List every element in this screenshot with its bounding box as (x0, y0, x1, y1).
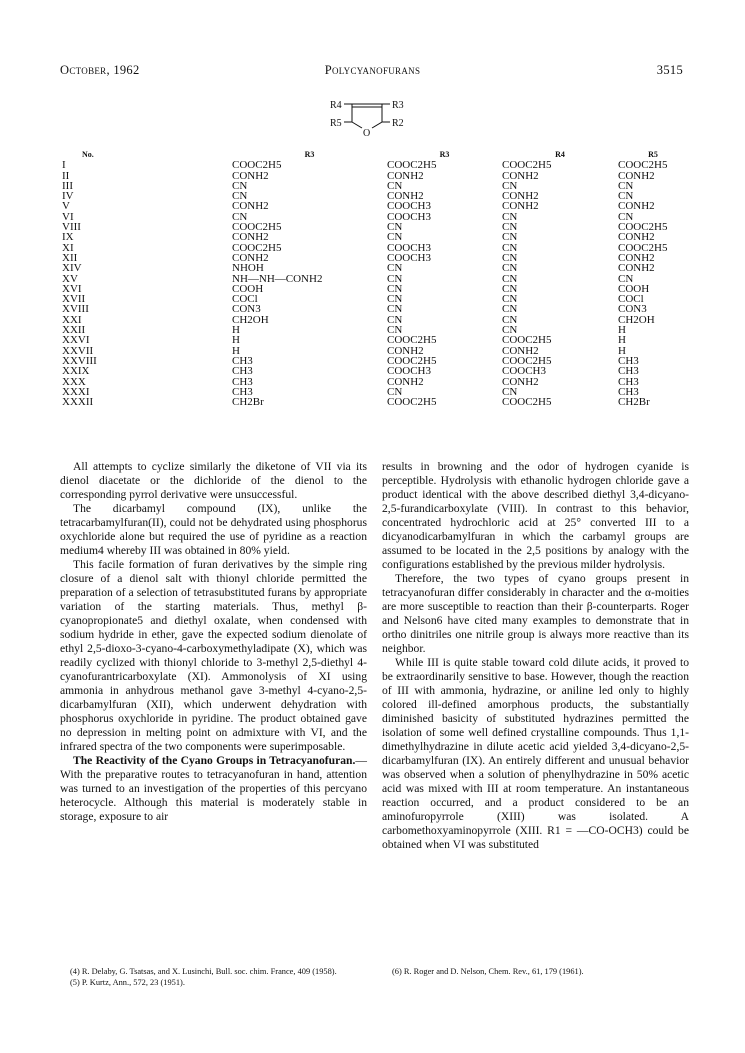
substituent-cell: COOC2H5 (618, 221, 668, 234)
compound-number-cell: XV (62, 272, 78, 285)
substituent-cell: CH2OH (232, 313, 269, 326)
substituent-cell: COOH (618, 282, 650, 295)
substituent-cell: CONH2 (502, 375, 539, 388)
page-number: 3515 (656, 63, 683, 77)
substituent-cell: CN (502, 210, 518, 223)
substituent-cell: CON3 (618, 303, 647, 316)
substituent-cell: CN (387, 272, 403, 285)
substituent-cell: CN (387, 303, 403, 316)
substituent-cell: CN (502, 251, 518, 264)
compound-number-cell: XVIII (62, 303, 89, 316)
substituent-cell: CH3 (232, 385, 253, 398)
substituent-cell: CONH2 (232, 200, 269, 213)
substituent-cell: H (618, 344, 626, 357)
compound-number-cell: II (62, 169, 70, 182)
substituent-cell: CH3 (618, 365, 639, 378)
compound-number-cell: IV (62, 190, 74, 203)
substituent-cell: CONH2 (618, 169, 655, 182)
section-heading: The Reactivity of the Cyano Groups in Tetracyanofuran. (73, 754, 356, 767)
substituent-cell: CH2Br (618, 396, 650, 409)
substituent-cell: CN (387, 313, 403, 326)
table-header-row (62, 150, 688, 160)
table-row (62, 335, 688, 345)
substituent-cell: COOC2H5 (387, 354, 437, 367)
substituent-cell: CN (387, 385, 403, 398)
compound-number-cell: III (62, 179, 73, 192)
table-row (62, 377, 688, 387)
table-row (62, 304, 688, 314)
compound-number-cell: VIII (62, 221, 81, 234)
footnote-4: (4) R. Delaby, G. Tsatsas, and X. Lusinchi, Bull. soc. chim. France, 409 (1958). (70, 967, 337, 976)
table-row (62, 160, 688, 170)
substituent-cell: CN (502, 262, 518, 275)
compound-number-cell: I (62, 159, 66, 172)
substituent-cell: CONH2 (232, 231, 269, 244)
table-row (62, 325, 688, 335)
substituent-cell: COOC2H5 (387, 334, 437, 347)
substituent-cell: CN (502, 241, 518, 254)
substituent-cell: CONH2 (618, 251, 655, 264)
table-row (62, 263, 688, 273)
substituent-cell: CONH2 (618, 231, 655, 244)
footnotes-left (60, 966, 367, 988)
substituent-cell: CN (387, 231, 403, 244)
compound-number-cell: XXXI (62, 385, 90, 398)
paragraph: All attempts to cyclize similarly the diketone of VII via its dienol diacetate or the dichloride of the dienol to the corresponding pyrrol derivative were unsuccessful. (60, 460, 367, 501)
substituent-cell: COOCH3 (387, 210, 432, 223)
table-row (62, 212, 688, 222)
substituent-cell: CN (387, 262, 403, 275)
substituent-cell: CONH2 (502, 200, 539, 213)
substituent-cell: CN (387, 179, 403, 192)
compound-number-cell: VI (62, 210, 74, 223)
compound-number-cell: XVI (62, 282, 82, 295)
substituent-cell: CN (502, 231, 518, 244)
substituent-cell: CN (232, 190, 248, 203)
table-header-no: No. (82, 150, 94, 159)
table-row (62, 232, 688, 242)
substituent-cell: CN (618, 210, 634, 223)
substituent-cell: CN (618, 190, 634, 203)
substituent-cell: COOCH3 (502, 365, 547, 378)
compound-number-cell: XXVI (62, 334, 90, 347)
table-row (62, 191, 688, 201)
substituent-cell: CN (502, 293, 518, 306)
substituent-cell: CN (502, 385, 518, 398)
compound-number-cell: V (62, 200, 70, 213)
struct-label-r3: R3 (392, 100, 404, 111)
substituent-cell: CONH2 (618, 262, 655, 275)
substituent-cell: COCl (232, 293, 258, 306)
substituent-cell: CN (502, 324, 518, 337)
substituent-cell: CN (232, 210, 248, 223)
substituent-cell: H (618, 324, 626, 337)
table-row (62, 346, 688, 356)
table-header-r5: R5 (648, 150, 658, 159)
substituent-cell: CH3 (232, 354, 253, 367)
substituent-cell: CN (618, 272, 634, 285)
substituent-cell: NH—NH—CONH2 (232, 272, 323, 285)
substituent-cell: CONH2 (387, 375, 424, 388)
struct-label-r2: R2 (392, 118, 404, 129)
compound-number-cell: XXI (62, 313, 82, 326)
substituent-cell: COOC2H5 (618, 159, 668, 172)
footnotes-right (382, 966, 689, 977)
substituent-cell: COOC2H5 (232, 159, 282, 172)
paragraph: Therefore, the two types of cyano groups present in tetracyanofuran differ considerably in character and the α-moities are more susceptible to reaction than their β-counterparts. Roger and Nelson6 have cited many examples to demonstrate that in ortho dinitriles one nitrile group is always more reactive than its neighbor. (382, 572, 689, 655)
running-header-title: Polycyanofurans (324, 63, 421, 77)
furan-structure-diagram (330, 90, 420, 140)
compound-number-cell: XXII (62, 324, 86, 337)
substituent-cell: COOCH3 (387, 241, 432, 254)
substituent-cell: COCl (618, 293, 644, 306)
substituent-cell: CN (387, 324, 403, 337)
table-row (62, 366, 688, 376)
substituent-cell: COOC2H5 (502, 159, 552, 172)
substituent-cell: COOC2H5 (502, 354, 552, 367)
substituent-cell: COOC2H5 (387, 396, 437, 409)
substituent-cell: CN (502, 221, 518, 234)
substituent-cell: COOCH3 (387, 251, 432, 264)
substituent-cell: COOC2H5 (232, 221, 282, 234)
paragraph: The dicarbamyl compound (IX), unlike the tetracarbamylfuran(II), could not be dehydrated using phosphorus oxychloride alone but required the use of pyridine as a reaction medium4 whereby III was obtained in 80% yield. (60, 502, 367, 557)
compound-number-cell: XVII (62, 293, 86, 306)
substituent-cell: CH3 (232, 375, 253, 388)
substituent-cell: COOC2H5 (387, 159, 437, 172)
substituent-cell: CH3 (618, 354, 639, 367)
table-header-r3-a: R3 (304, 150, 315, 159)
table-row (62, 284, 688, 294)
furan-substituent-table (62, 150, 688, 407)
left-text-column (60, 460, 367, 824)
substituent-cell: CONH2 (502, 190, 539, 203)
substituent-cell: CN (502, 303, 518, 316)
table-row (62, 201, 688, 211)
substituent-cell: CONH2 (618, 200, 655, 213)
substituent-cell: CONH2 (502, 169, 539, 182)
substituent-cell: CN (502, 282, 518, 295)
substituent-cell: CN (502, 179, 518, 192)
compound-number-cell: XXIX (62, 365, 90, 378)
table-row (62, 356, 688, 366)
struct-label-r4: R4 (330, 100, 342, 111)
running-header-date: October, 1962 (60, 63, 140, 77)
substituent-cell: CN (502, 272, 518, 285)
substituent-cell: CH3 (618, 385, 639, 398)
substituent-cell: H (232, 334, 240, 347)
substituent-cell: COOCH3 (387, 200, 432, 213)
substituent-cell: COOC2H5 (618, 241, 668, 254)
substituent-cell: NHOH (232, 262, 264, 275)
table-row (62, 243, 688, 253)
substituent-cell: COOCH3 (387, 365, 432, 378)
table-body (62, 160, 688, 407)
table-row (62, 387, 688, 397)
substituent-cell: CN (502, 313, 518, 326)
substituent-cell: CON3 (232, 303, 261, 316)
paragraph: This facile formation of furan derivatives by the simple ring closure of a dienol salt with thionyl chloride permitted the preparation of a selection of tetrasubstituted furans by appropriate variation of the starting materials. Thus, methyl β-cyanopropionate5 and diethyl oxalate, when condensed with sodium hydride in ether, gave the expected sodium dienolate of ethyl 2,5-dioxo-3-cyano-4-carboxymethyladipate (X), which was readily cyclized with thionyl chloride to 3-methyl 2,5-diethyl 4-cyanofurantricarboxylate (XI). Ammonolysis of XI using ammonia in anhydrous methanol gave 3-methyl 4-cyano-2,5-dicarbamylfuran (XII), which underwent dehydration with phosphorus oxychloride in pyridine. The product obtained gave no depression in melting point on admixture with VI, and the infrared spectra of the two components were superimposable. (60, 558, 367, 753)
compound-number-cell: XII (62, 251, 78, 264)
table-header-r4: R4 (555, 150, 565, 159)
compound-number-cell: IX (62, 231, 74, 244)
table-row (62, 274, 688, 284)
substituent-cell: COOC2H5 (502, 334, 552, 347)
struct-label-oxygen: O (363, 128, 371, 139)
substituent-cell: CH2Br (232, 396, 264, 409)
substituent-cell: CN (387, 221, 403, 234)
table-row (62, 397, 688, 407)
paragraph: results in browning and the odor of hydrogen cyanide is perceptible. Hydrolysis with ethanolic hydrogen chloride gave a product identical with the above described diethyl 3,4-dicyano-2,5-furandicarboxylate (VIII). In contrast to this behavior, concentrated hydrochloric acid at 25° converted III to a dicyanodicarbamylfuran in which the carbamyl groups are assumed to be located in the 2,5 positions by analogy with the configurations established by the previous milder hydrolysis. (382, 460, 689, 571)
compound-number-cell: XIV (62, 262, 82, 275)
substituent-cell: H (232, 324, 240, 337)
substituent-cell: CH2OH (618, 313, 655, 326)
table-row (62, 171, 688, 181)
table-row (62, 315, 688, 325)
substituent-cell: CN (387, 293, 403, 306)
substituent-cell: COOH (232, 282, 264, 295)
substituent-cell: CONH2 (232, 169, 269, 182)
struct-label-r5: R5 (330, 118, 342, 129)
substituent-cell: H (232, 344, 240, 357)
substituent-cell: CN (618, 179, 634, 192)
footnote-6: (6) R. Roger and D. Nelson, Chem. Rev., 61, 179 (1961). (392, 967, 584, 976)
substituent-cell: CONH2 (502, 344, 539, 357)
paragraph (60, 754, 367, 824)
substituent-cell: CN (232, 179, 248, 192)
right-text-column (382, 460, 689, 852)
paragraph-text: —With the preparative routes to tetracyanofuran in hand, attention was turned to an investigation of the properties of this percyano heterocycle. Although this material is moderately stable in storage, exposure to air (60, 754, 367, 823)
substituent-cell: CONH2 (232, 251, 269, 264)
substituent-cell: CH3 (618, 375, 639, 388)
substituent-cell: CONH2 (387, 190, 424, 203)
compound-number-cell: XXXII (62, 396, 94, 409)
substituent-cell: COOC2H5 (502, 396, 552, 409)
footnote-5: (5) P. Kurtz, Ann., 572, 23 (1951). (70, 978, 185, 987)
compound-number-cell: XI (62, 241, 74, 254)
compound-number-cell: XXVII (62, 344, 94, 357)
table-header-r3-b: R3 (439, 150, 450, 159)
substituent-cell: COOC2H5 (232, 241, 282, 254)
substituent-cell: CH3 (232, 365, 253, 378)
substituent-cell: H (618, 334, 626, 347)
compound-number-cell: XXVIII (62, 354, 97, 367)
substituent-cell: CONH2 (387, 344, 424, 357)
compound-number-cell: XXX (62, 375, 86, 388)
table-row (62, 294, 688, 304)
substituent-cell: CONH2 (387, 169, 424, 182)
paragraph: While III is quite stable toward cold dilute acids, it proved to be extraordinarily sensitive to base. However, though the reaction of III with ammonia, hydrazine, or aniline led only to highly colored ill-defined amorphous products, the substantially diminished basicity of substituted hydrazines permitted the isolation of some well defined crystalline compounds. Thus 1,1-dimethylhydrazine in dilute acetic acid yielded 3,4-dicyano-2,5-dicarbamylfuran (IX). An entirely different and unusual behavior was observed when a solution of phenylhydrazine in 50% acetic acid was mixed with III at room temperature. An instantaneous reaction occurred, and a product considered to be an aminofuropyrrole (XIII) was isolated. A carbomethoxyaminopyrrole (XIII. R1 = —CO-OCH3) could be obtained when VI was substituted (382, 656, 689, 851)
table-row (62, 253, 688, 263)
table-row (62, 181, 688, 191)
substituent-cell: CN (387, 282, 403, 295)
table-row (62, 222, 688, 232)
